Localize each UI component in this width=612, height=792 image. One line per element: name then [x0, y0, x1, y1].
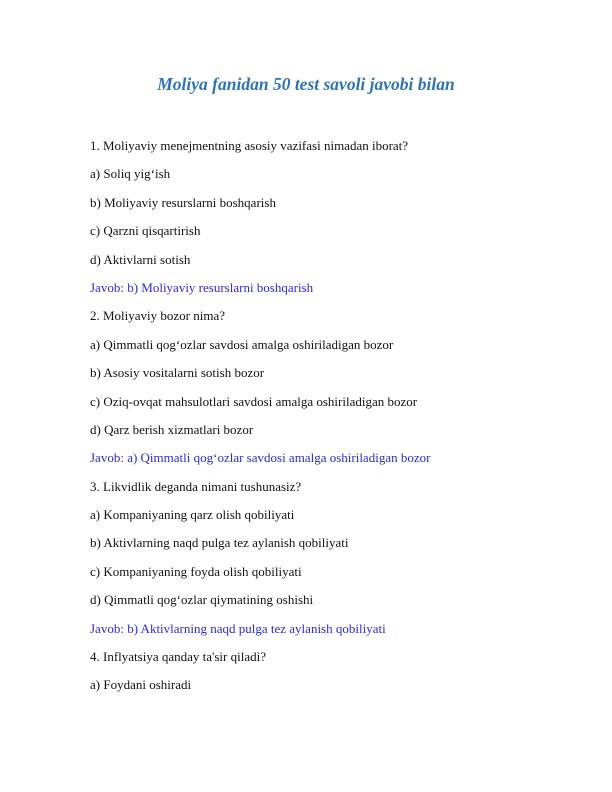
- option-line: c) Kompaniyaning foyda olish qobiliyati: [90, 563, 302, 579]
- option-line: a) Kompaniyaning qarz olish qobiliyati: [90, 507, 295, 523]
- answer-line: Javob: b) Moliyaviy resurslarni boshqarish: [90, 279, 314, 295]
- answer-line: Javob: a) Qimmatli qog‘ozlar savdosi amalga oshiriladigan bozor: [90, 450, 431, 466]
- option-line: c) Oziq-ovqat mahsulotlari savdosi amalga oshiriladigan bozor: [90, 393, 418, 409]
- document-content: [90, 138, 570, 706]
- option-line: d) Qimmatli qog‘ozlar qiymatining oshishi: [90, 592, 314, 608]
- option-line: b) Moliyaviy resurslarni boshqarish: [90, 194, 276, 210]
- option-line: a) Soliq yig‘ish: [90, 166, 171, 182]
- option-line: a) Qimmatli qog‘ozlar savdosi amalga oshiriladigan bozor: [90, 336, 394, 352]
- answer-line: Javob: b) Aktivlarning naqd pulga tez aylanish qobiliyati: [90, 620, 386, 636]
- option-line: d) Qarz berish xizmatlari bozor: [90, 421, 254, 437]
- option-line: b) Asosiy vositalarni sotish bozor: [90, 365, 265, 381]
- question-line: 1. Moliyaviy menejmentning asosiy vazifasi nimadan iborat?: [90, 138, 409, 153]
- question-line: 3. Likvidlik deganda nimani tushunasiz?: [90, 478, 302, 494]
- option-line: c) Qarzni qisqartirish: [90, 223, 201, 239]
- question-line: 2. Moliyaviy bozor nima?: [90, 308, 226, 324]
- option-line: d) Aktivlarni sotish: [90, 251, 191, 267]
- option-line: a) Foydani oshiradi: [90, 677, 192, 693]
- document-title: Moliya fanidan 50 test savoli javobi bilan: [157, 74, 455, 94]
- question-line: 4. Inflyatsiya qanday ta'sir qiladi?: [90, 649, 266, 665]
- option-line: b) Aktivlarning naqd pulga tez aylanish qobiliyati: [90, 535, 349, 551]
